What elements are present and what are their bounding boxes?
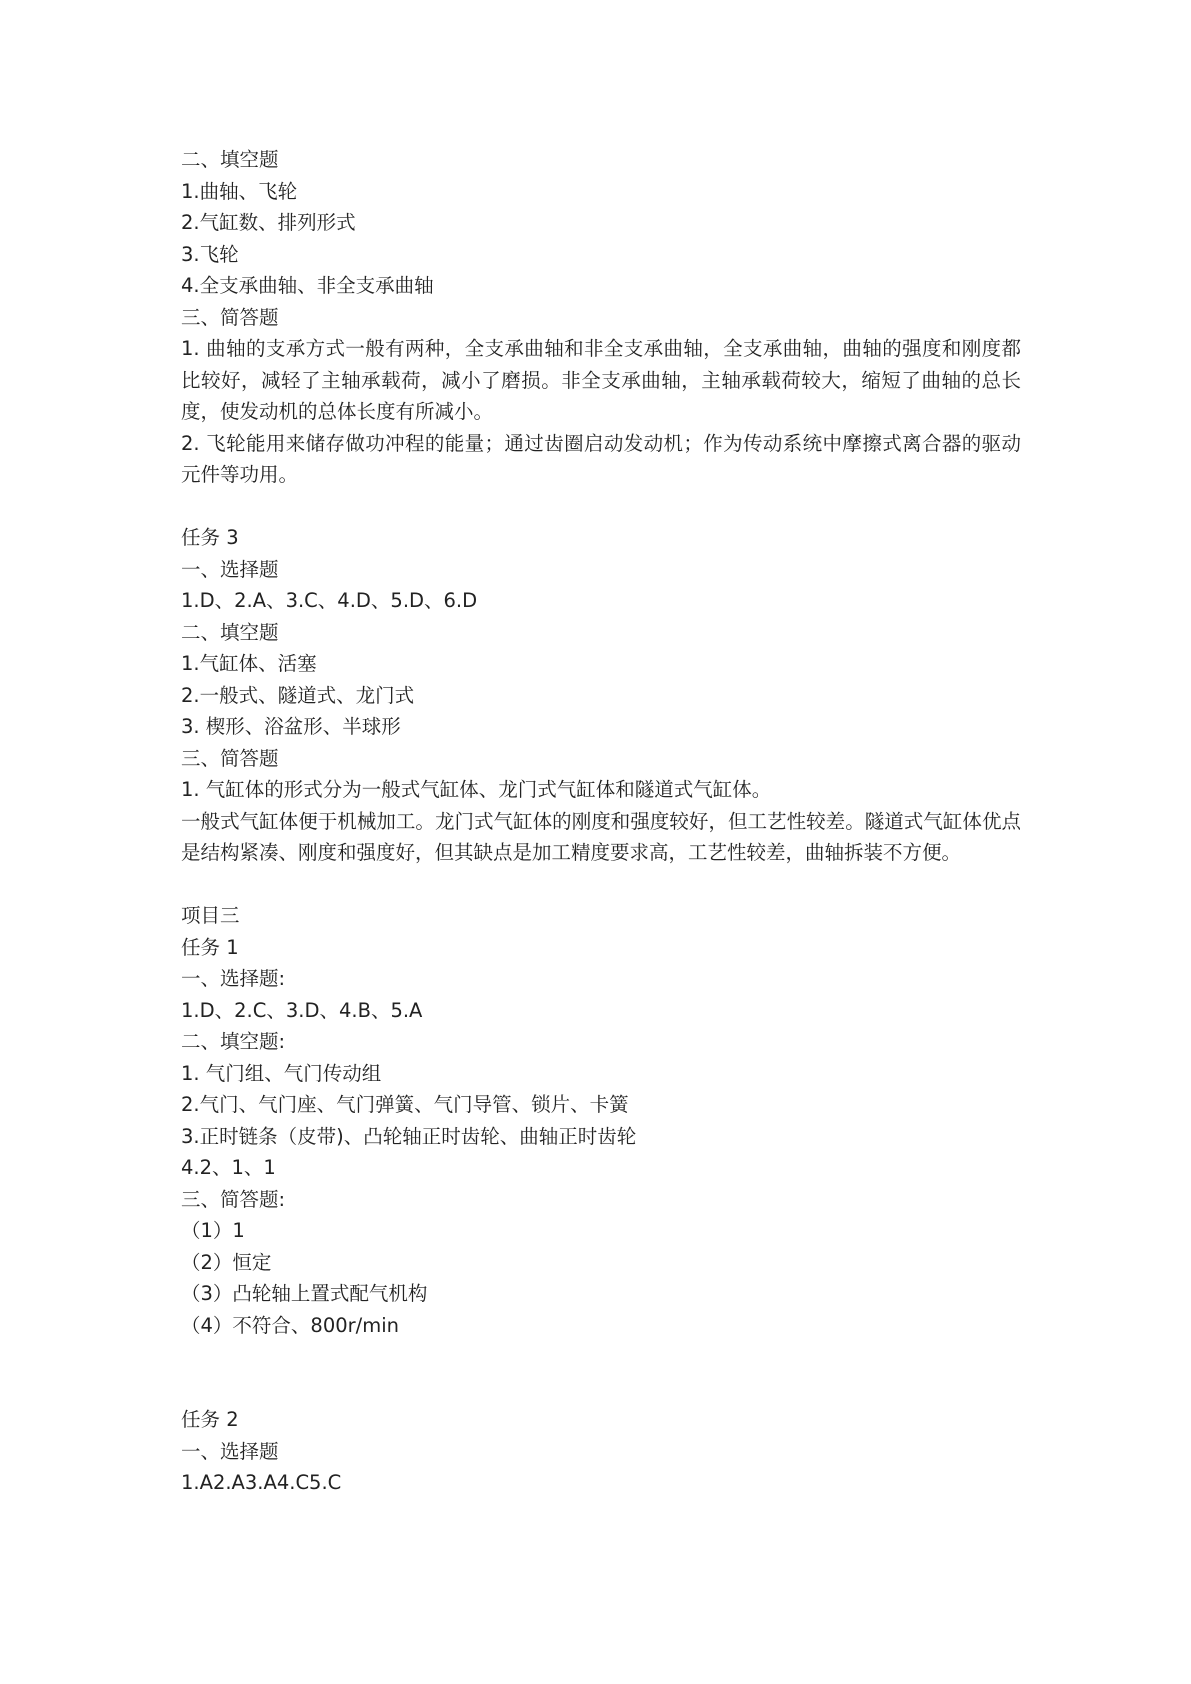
choice-heading: 一、选择题	[181, 1439, 279, 1463]
blank-line	[181, 1341, 1021, 1404]
short-answer: 2. 飞轮能用来储存做功冲程的能量；通过齿圈启动发动机；作为传动系统中摩擦式离合器的驱动元件等功用。	[181, 431, 1021, 486]
fill-answer: 1.气缸体、活塞	[181, 652, 317, 675]
fill-answer: 2.气门、气门座、气门弹簧、气门导管、锁片、卡簧	[181, 1093, 629, 1116]
fill-answer: 2.一般式、隧道式、龙门式	[181, 683, 415, 707]
fill-answer: 2.气缸数、排列形式	[181, 211, 356, 234]
short-answer: （1）1	[181, 1219, 245, 1242]
fill-answer: 4.全支承曲轴、非全支承曲轴	[181, 274, 434, 297]
short-answer: （2）恒定	[181, 1250, 272, 1274]
short-answer: （3）凸轮轴上置式配气机构	[181, 1282, 428, 1305]
fill-answer: 3.正时链条（皮带)、凸轮轴正时齿轮、曲轴正时齿轮	[181, 1124, 637, 1148]
fill-answer: 3. 楔形、浴盆形、半球形	[181, 715, 401, 738]
choice-heading: 一、选择题	[181, 557, 279, 581]
short-answer: 1. 曲轴的支承方式一般有两种，全支承曲轴和非全支承曲轴，全支承曲轴，曲轴的强度和刚度都比较好，减轻了主轴承载荷，减小了磨损。非全支承曲轴，主轴承载荷较大，缩短了曲轴的总长度，使发动机的总体长度有所减小。	[181, 337, 1021, 423]
fill-answer: 1.曲轴、飞轮	[181, 179, 298, 203]
short-answer-heading: 三、简答题	[181, 746, 279, 770]
task-title: 任务 2	[181, 1408, 239, 1431]
short-answer: （4）不符合、800r/min	[181, 1313, 399, 1337]
blank-line	[181, 869, 1021, 901]
project-title: 项目三	[181, 904, 240, 927]
fill-answer: 3.飞轮	[181, 242, 239, 266]
task-title: 任务 1	[181, 935, 239, 959]
choice-answers: 1.D、2.A、3.C、4.D、5.D、6.D	[181, 589, 478, 612]
fill-heading: 二、填空题	[181, 620, 279, 644]
fill-heading: 二、填空题:	[181, 1030, 286, 1053]
choice-answers: 1.D、2.C、3.D、4.B、5.A	[181, 998, 423, 1022]
fill-answer: 4.2、1、1	[181, 1156, 276, 1179]
choice-heading: 一、选择题:	[181, 967, 286, 990]
short-answer-heading: 三、简答题	[181, 305, 279, 329]
short-answer-heading: 三、简答题:	[181, 1187, 286, 1211]
task-title: 任务 3	[181, 526, 239, 549]
blank-line	[181, 491, 1021, 523]
fill-answer: 1. 气门组、气门传动组	[181, 1061, 382, 1085]
short-answer: 1. 气缸体的形式分为一般式气缸体、龙门式气缸体和隧道式气缸体。	[181, 778, 772, 801]
fill-heading: 二、填空题	[181, 148, 279, 171]
choice-answers: 1.A2.A3.A4.C5.C	[181, 1471, 342, 1494]
document-page	[181, 144, 1021, 1499]
short-answer: 一般式气缸体便于机械加工。龙门式气缸体的刚度和强度较好，但工艺性较差。隧道式气缸体优点是结构紧凑、刚度和强度好，但其缺点是加工精度要求高，工艺性较差，曲轴拆装不方便。	[181, 809, 1021, 864]
